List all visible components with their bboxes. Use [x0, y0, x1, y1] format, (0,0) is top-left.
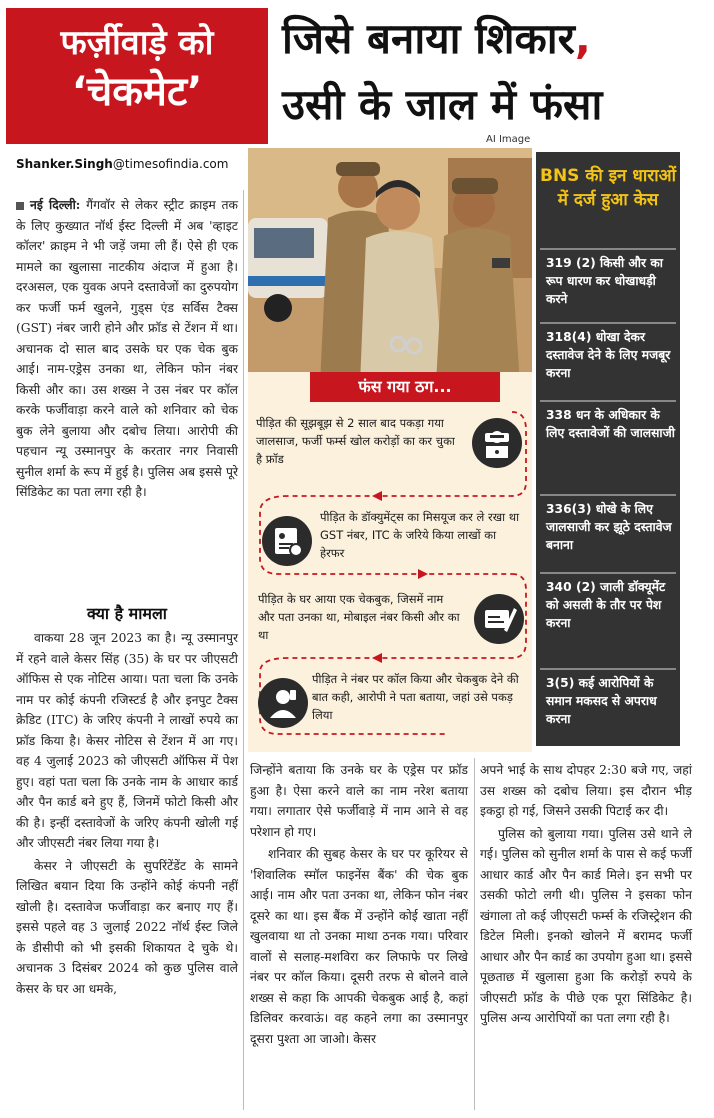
divider: [540, 248, 676, 250]
photo-label: AI Image: [486, 134, 531, 145]
story-paragraph: अपने भाई के साथ दोपहर 2:30 बजे गए, जहां उस शख्स को दबोच लिया। इस दौरान भीड़ इकट्ठा हो गई, जिसने उसकी पिटाई कर दी।: [480, 763, 692, 818]
intro-column: [16, 195, 238, 503]
bns-item: 319 (2) किसी और का रूप धारण कर धोखाधड़ी करने: [546, 256, 663, 306]
kicker-line-1: फर्ज़ीवाड़े को: [60, 23, 214, 63]
divider: [540, 494, 676, 496]
story-paragraph: जिन्होंने बताया कि उनके घर के एड्रेस पर फ्रॉड हुआ है। ऐसा करने वाले का नाम नरेश बताया गया। लगातार ऐसे फर्जीवाड़े में नाम आने से वह परेशान हो गए।: [250, 763, 468, 839]
headline: [282, 6, 708, 138]
bns-item: 318(4) धोखा देकर दस्तावेज देने के लिए मजबूर करना: [546, 330, 671, 380]
person-phone-icon: [258, 678, 308, 728]
story-paragraph: केसर ने जीएसटी के सुपरिंटेंडेंट के सामने लिखित बयान दिया कि उन्होंने कोई कंपनी नहीं खोली है। दस्तावेज फर्जीवाड़ा कर बनाए गए हैं। इससे पहले वह 3 जुलाई 2022 नॉर्थ ईस्ट जिले के डीसीपी को भी इसकी शिकायत दे चुके थे। अचानक 3 दिसंबर 2024 को कुछ पुलिस वाले केसर के घर आ धमके,: [16, 858, 238, 996]
divider: [540, 668, 676, 670]
chequebook-pen-icon: [474, 594, 524, 644]
bns-item: 3(5) कई आरोपियों के समान मकसद से अपराध करना: [546, 676, 657, 726]
arrest-illustration: [248, 148, 532, 384]
headline-line-2: उसी के जाल में फंसा: [282, 80, 603, 129]
dateline: नई दिल्ली:: [30, 197, 81, 212]
byline: Shanker.Singh@timesofindia.com: [16, 157, 229, 171]
column-rule: [474, 758, 475, 1110]
section-subhead: क्या है मामला: [87, 604, 167, 623]
bns-item: 338 धन के अधिकार के लिए दस्तावेजों की जालसाजी: [546, 408, 675, 440]
story-paragraph: पुलिस को बुलाया गया। पुलिस उसे थाने ले गई। पुलिस को सुनील शर्मा के पास से कई फर्जी आधार कार्ड और पैन कार्ड मिले। इन सभी पर उसकी फोटो लगी थी। पुलिस ने इसका फोन खंगाला तो कई जीएसटी फर्म्स के रजिस्ट्रेशन की डिटेल मिली। इनको खोलने में बरामद फर्जी आधार और पैन कार्ड का उपयोग हुआ था। इससे पूछताछ में खुलासा हुआ कि करोड़ों रुपये के जीएसटी फ्रॉड के पीछे एक पूरा सिंडिकेट है। पुलिस अन्य आरोपियों का पता लगा रही है।: [480, 826, 692, 1025]
divider: [540, 400, 676, 402]
story-column-1: [16, 628, 238, 999]
thief-laptop-icon: [472, 418, 522, 468]
bullet-square-icon: [16, 202, 24, 210]
story-column-2: [250, 760, 468, 1049]
document-id-icon: [262, 516, 312, 566]
fraud-timeline-box: [248, 372, 532, 752]
story-paragraph: वाकया 28 जून 2023 का है। न्यू उस्मानपुर में रहने वाले केसर सिंह (35) के घर पर जीएसटी ऑफिस से एक नोटिस आया। पता चला कि उनके नाम पर कोई कंपनी रजिस्टर्ड है और इनपुट टैक्स क्रेडिट (ITC) के जरिए कंपनी ने लाखों रुपये का फ्रॉड किया है। केसर नोटिस से टेंशन में आ गए। वह 4 जुलाई 2023 को जीएसटी ऑफिस में पेश हुए। वहां पता चला कि उनके नाम के आधार कार्ड और पैन कार्ड बने हुए हैं, जिनमें फोटो किसी और की है। इन्हीं दस्तावेजों के जरिए कंपनी खोली गई और जीएसटी नंबर लिया गया है।: [16, 631, 238, 850]
divider: [540, 322, 676, 324]
intro-paragraph: नई दिल्ली: गैंगवॉर से लेकर स्ट्रीट क्राइम तक के लिए कुख्यात नॉर्थ ईस्ट दिल्ली में अब 'व्हाइट कॉलर' क्राइम ने भी जड़ें जमा ली हैं। ऐसे ही एक मामले का खुलासा नाटकीय अंदाज में हुआ है। दरअसल, एक युवक अपने दस्तावेजों का दुरुपयोग कर फर्जी फर्म खुलने, गुड्स एंड सर्विस टैक्स (GST) नंबर जारी होने और फ्रॉड से टेंशन में था। अचानक दो साल बाद उसके घर एक चेक बुक आई। नाम-एड्रेस उनका था, लेकिन फोन नंबर किसी और का। उस शख्स ने उस नंबर पर कॉल करके फर्जीवाड़ा करने वाले को शनिवार को चेक बुक लेने बुलाया और दबोच लिया। आरोपी की पहचान न्यू उस्मानपुर के करतार नगर निवासी सुनील शर्मा के रूप में हुई है। पुलिस अब इससे पूरे सिंडिकेट का पता लगा रही है।: [16, 197, 238, 499]
bns-item: 336(3) धोखे के लिए जालसाजी कर झूठे दस्तावेज बनाना: [546, 502, 672, 552]
fraud-step-1: पीड़ित की सूझबूझ से 2 साल बाद पकड़ा गया जालसाज, फर्जी फर्म्स खोल करोड़ों का कर चुका है फ्रॉड: [256, 416, 455, 466]
headline-line-1: जिसे बनाया शिकार,: [282, 14, 591, 63]
column-rule: [243, 190, 244, 1110]
story-column-3: [480, 760, 692, 1029]
fraud-step-2: पीड़ित के डॉक्युमेंट्स का मिसयूज कर ले रखा था GST नंबर, ITC के जरिये किया लाखों का हेरफर: [320, 510, 520, 560]
bns-item: 340 (2) जाली डॉक्यूमेंट को असली के तौर पर पेश करना: [546, 580, 666, 630]
divider: [540, 572, 676, 574]
story-paragraph: शनिवार की सुबह केसर के घर पर कूरियर से 'शिवालिक स्मॉल फाइनेंस बैंक' की चेक बुक आई। नाम और पता उनका था, लेकिन फोन नंबर दूसरे का था। इस बैंक में उन्होंने कोई खाता नहीं खुलवाया था तो उनका माथा ठनक गया। परिवार वालों से सलाह-मशविरा कर लिफाफे पर लिखे नंबर पर कॉल किया। दूसरी तरफ से बोलने वाले शख्स से कहा कि आपकी चेकबुक आई है, कहां डिलिवर करवाऊं। वह कहने लगा का उस्मानपुर दूसरा पुश्ता आ जाओ। केसर: [250, 847, 468, 1046]
headline-comma: ,: [574, 14, 591, 63]
kicker-box: [6, 8, 268, 144]
bns-title: BNS की इन धाराओं में दर्ज हुआ केस: [539, 166, 676, 210]
fraud-step-3: पीड़ित के घर आया एक चेकबुक, जिसमें नाम और पता उनका था, मोबाइल नंबर किसी और का था: [258, 592, 460, 642]
kicker-line-2: ‘चेकमेट’: [71, 69, 203, 115]
fraud-step-4: पीड़ित ने नंबर पर कॉल किया और चेकबुक देने की बात कही, आरोपी ने पता बताया, जहां उसे पकड़ लिया: [312, 672, 519, 722]
fraud-title: फंस गया ठग...: [310, 372, 500, 402]
bns-sections-panel: [536, 152, 680, 746]
